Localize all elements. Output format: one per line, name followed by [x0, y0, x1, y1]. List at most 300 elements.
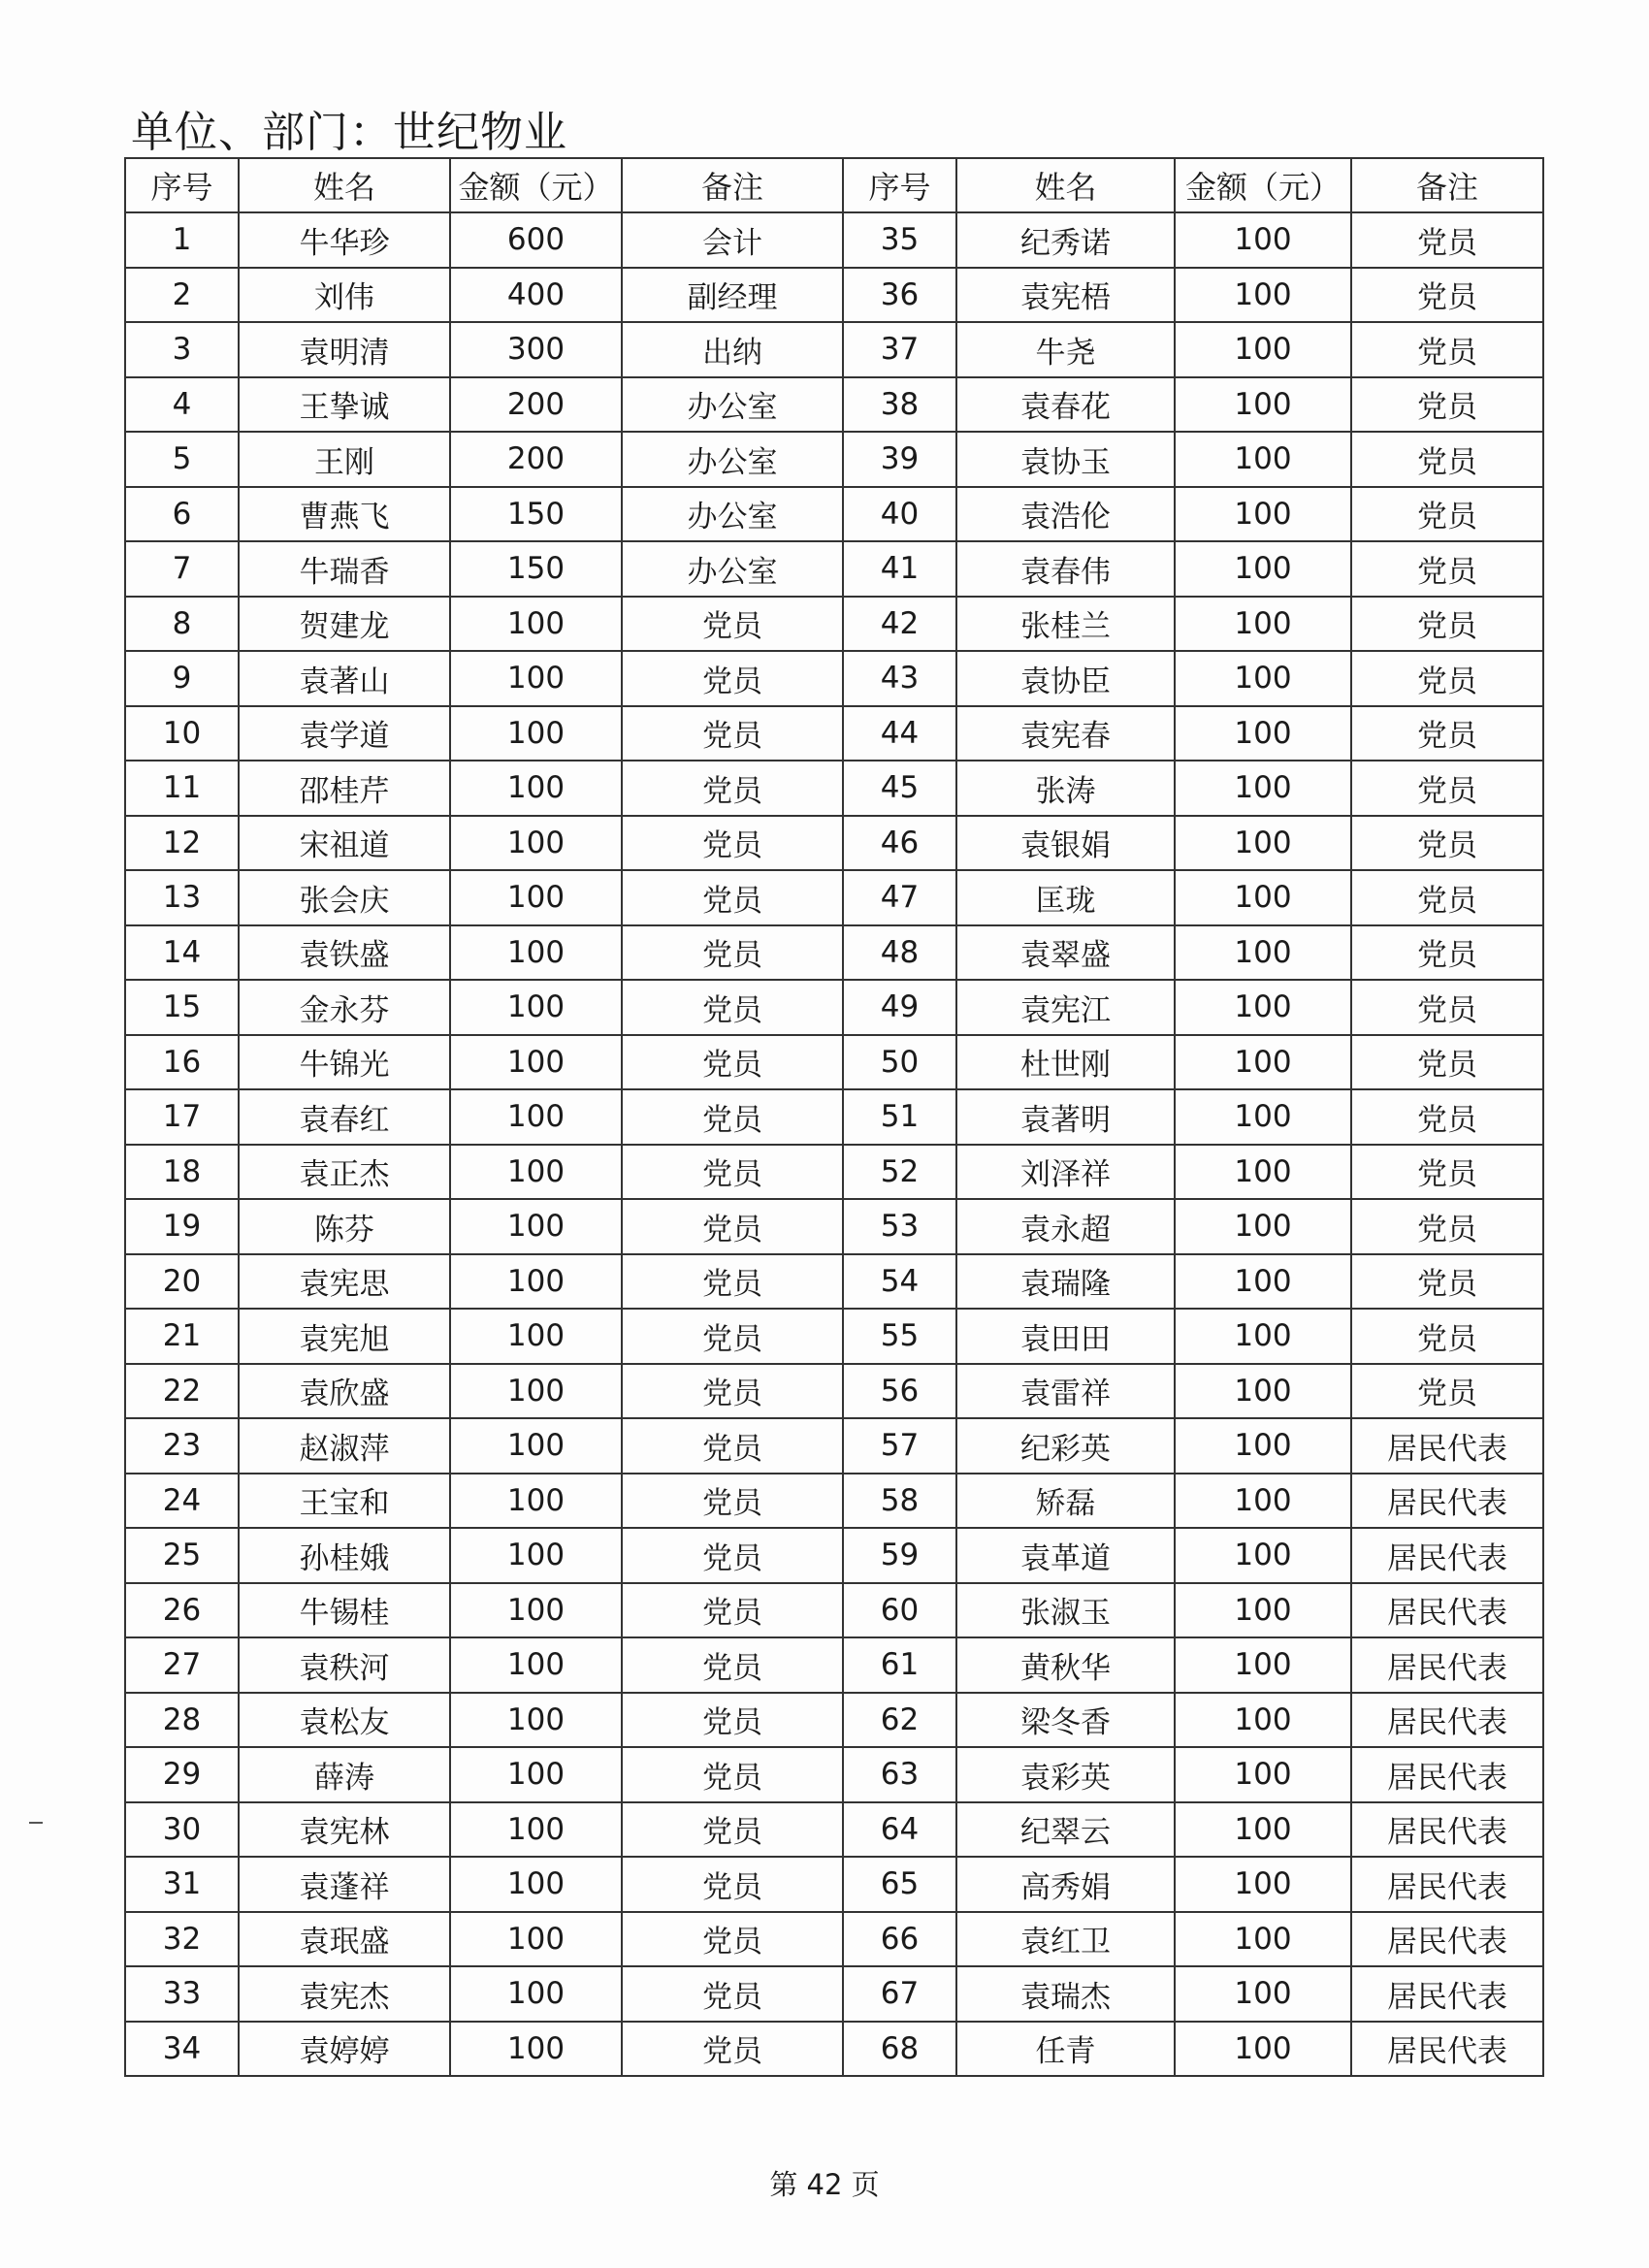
- remark-cell: 党员: [1351, 1309, 1543, 1364]
- amount-cell: 100: [1175, 651, 1351, 706]
- remark-cell: 党员: [1351, 1199, 1543, 1254]
- amount-cell: 100: [450, 597, 622, 652]
- remark-cell: 居民代表: [1351, 1528, 1543, 1583]
- remark-cell: 党员: [622, 1637, 843, 1693]
- name-cell: 袁秩河: [239, 1637, 450, 1693]
- seq-cell: 27: [125, 1637, 239, 1693]
- seq-cell: 32: [125, 1912, 239, 1967]
- remark-cell: 居民代表: [1351, 1583, 1543, 1638]
- remark-cell: 党员: [622, 597, 843, 652]
- name-cell: 袁著明: [956, 1089, 1175, 1145]
- amount-cell: 200: [450, 377, 622, 433]
- remark-cell: 办公室: [622, 432, 843, 487]
- name-cell: 袁瑞隆: [956, 1254, 1175, 1310]
- seq-cell: 68: [843, 2022, 956, 2077]
- seq-cell: 3: [125, 322, 239, 377]
- seq-cell: 6: [125, 487, 239, 542]
- name-cell: 刘泽祥: [956, 1145, 1175, 1200]
- amount-cell: 100: [1175, 1089, 1351, 1145]
- seq-cell: 7: [125, 541, 239, 597]
- donation-table: [124, 157, 1544, 2077]
- table-row: [125, 212, 1543, 268]
- name-cell: 袁银娟: [956, 816, 1175, 871]
- remark-cell: 党员: [1351, 541, 1543, 597]
- name-cell: 袁明清: [239, 322, 450, 377]
- amount-cell: 100: [450, 651, 622, 706]
- seq-cell: 66: [843, 1912, 956, 1967]
- seq-cell: 24: [125, 1474, 239, 1529]
- name-cell: 王宝和: [239, 1474, 450, 1529]
- amount-cell: 100: [1175, 487, 1351, 542]
- remark-cell: 党员: [1351, 268, 1543, 323]
- amount-cell: 100: [450, 1802, 622, 1858]
- remark-cell: 党员: [622, 816, 843, 871]
- amount-cell: 100: [1175, 1966, 1351, 2022]
- name-cell: 黄秋华: [956, 1637, 1175, 1693]
- name-header: 姓名: [956, 158, 1175, 212]
- seq-cell: 35: [843, 212, 956, 268]
- name-cell: 袁彩英: [956, 1747, 1175, 1802]
- remark-cell: 党员: [622, 870, 843, 925]
- amount-cell: 100: [450, 1637, 622, 1693]
- name-cell: 袁宪杰: [239, 1966, 450, 2022]
- seq-cell: 16: [125, 1035, 239, 1090]
- name-cell: 袁珉盛: [239, 1912, 450, 1967]
- table-row: [125, 1912, 1543, 1967]
- seq-cell: 59: [843, 1528, 956, 1583]
- seq-cell: 10: [125, 706, 239, 761]
- amount-cell: 100: [1175, 1747, 1351, 1802]
- amount-cell: 100: [450, 706, 622, 761]
- remark-cell: 党员: [1351, 870, 1543, 925]
- name-cell: 梁冬香: [956, 1693, 1175, 1748]
- table-row: [125, 322, 1543, 377]
- name-cell: 袁春红: [239, 1089, 450, 1145]
- name-cell: 张涛: [956, 761, 1175, 816]
- table-row: [125, 651, 1543, 706]
- amount-cell: 100: [450, 1528, 622, 1583]
- amount-header: 金额（元）: [450, 158, 622, 212]
- amount-cell: 100: [450, 1199, 622, 1254]
- name-cell: 袁革道: [956, 1528, 1175, 1583]
- seq-cell: 9: [125, 651, 239, 706]
- seq-cell: 18: [125, 1145, 239, 1200]
- remark-cell: 党员: [1351, 432, 1543, 487]
- seq-cell: 57: [843, 1418, 956, 1474]
- amount-cell: 300: [450, 322, 622, 377]
- seq-cell: 51: [843, 1089, 956, 1145]
- amount-cell: 100: [1175, 980, 1351, 1035]
- name-cell: 袁宪江: [956, 980, 1175, 1035]
- seq-cell: 48: [843, 925, 956, 981]
- amount-cell: 100: [450, 980, 622, 1035]
- amount-cell: 100: [450, 2022, 622, 2077]
- name-cell: 袁雷祥: [956, 1364, 1175, 1419]
- table-row: [125, 1364, 1543, 1419]
- remark-cell: 居民代表: [1351, 1747, 1543, 1802]
- name-cell: 张淑玉: [956, 1583, 1175, 1638]
- seq-header: 序号: [843, 158, 956, 212]
- amount-cell: 100: [1175, 816, 1351, 871]
- table-row: [125, 1309, 1543, 1364]
- seq-cell: 21: [125, 1309, 239, 1364]
- amount-cell: 600: [450, 212, 622, 268]
- name-cell: 孙桂娥: [239, 1528, 450, 1583]
- amount-cell: 100: [450, 1254, 622, 1310]
- table-row: [125, 377, 1543, 433]
- seq-cell: 60: [843, 1583, 956, 1638]
- amount-cell: 100: [1175, 925, 1351, 981]
- name-cell: 袁春花: [956, 377, 1175, 433]
- table-body: [125, 212, 1543, 2076]
- seq-cell: 55: [843, 1309, 956, 1364]
- seq-cell: 43: [843, 651, 956, 706]
- amount-cell: 100: [1175, 1583, 1351, 1638]
- amount-cell: 100: [450, 1966, 622, 2022]
- remark-cell: 党员: [622, 1364, 843, 1419]
- remark-cell: 党员: [622, 980, 843, 1035]
- amount-cell: 100: [1175, 212, 1351, 268]
- remark-cell: 党员: [622, 1583, 843, 1638]
- name-cell: 王刚: [239, 432, 450, 487]
- table-row: [125, 1035, 1543, 1090]
- remark-cell: 党员: [1351, 1364, 1543, 1419]
- amount-cell: 100: [1175, 1912, 1351, 1967]
- amount-cell: 100: [450, 925, 622, 981]
- table-row: [125, 268, 1543, 323]
- remark-cell: 党员: [1351, 925, 1543, 981]
- seq-cell: 5: [125, 432, 239, 487]
- remark-header: 备注: [622, 158, 843, 212]
- amount-cell: 400: [450, 268, 622, 323]
- name-cell: 袁蓬祥: [239, 1857, 450, 1912]
- seq-cell: 37: [843, 322, 956, 377]
- remark-cell: 党员: [1351, 1254, 1543, 1310]
- seq-cell: 56: [843, 1364, 956, 1419]
- amount-cell: 100: [1175, 1474, 1351, 1529]
- amount-cell: 100: [1175, 1364, 1351, 1419]
- name-cell: 袁永超: [956, 1199, 1175, 1254]
- name-cell: 袁田田: [956, 1309, 1175, 1364]
- remark-cell: 党员: [622, 1857, 843, 1912]
- name-cell: 匡珑: [956, 870, 1175, 925]
- seq-cell: 20: [125, 1254, 239, 1310]
- amount-cell: 100: [1175, 597, 1351, 652]
- name-cell: 刘伟: [239, 268, 450, 323]
- amount-cell: 100: [450, 1035, 622, 1090]
- seq-cell: 45: [843, 761, 956, 816]
- name-cell: 高秀娟: [956, 1857, 1175, 1912]
- amount-cell: 100: [1175, 761, 1351, 816]
- amount-cell: 100: [1175, 268, 1351, 323]
- amount-cell: 100: [450, 761, 622, 816]
- amount-cell: 200: [450, 432, 622, 487]
- table-row: [125, 1747, 1543, 1802]
- remark-cell: 党员: [622, 1966, 843, 2022]
- seq-cell: 36: [843, 268, 956, 323]
- amount-cell: 150: [450, 541, 622, 597]
- amount-cell: 100: [1175, 1035, 1351, 1090]
- seq-cell: 44: [843, 706, 956, 761]
- name-cell: 袁松友: [239, 1693, 450, 1748]
- amount-cell: 100: [1175, 322, 1351, 377]
- name-cell: 袁宪林: [239, 1802, 450, 1858]
- name-cell: 袁欣盛: [239, 1364, 450, 1419]
- remark-cell: 党员: [622, 1802, 843, 1858]
- remark-cell: 党员: [1351, 706, 1543, 761]
- remark-cell: 党员: [1351, 816, 1543, 871]
- name-cell: 陈芬: [239, 1199, 450, 1254]
- name-cell: 宋祖道: [239, 816, 450, 871]
- remark-cell: 党员: [1351, 761, 1543, 816]
- remark-cell: 党员: [622, 761, 843, 816]
- remark-cell: 副经理: [622, 268, 843, 323]
- amount-cell: 100: [450, 816, 622, 871]
- name-cell: 纪秀诺: [956, 212, 1175, 268]
- amount-cell: 100: [1175, 2022, 1351, 2077]
- seq-cell: 34: [125, 2022, 239, 2077]
- remark-cell: 党员: [622, 1474, 843, 1529]
- seq-cell: 41: [843, 541, 956, 597]
- seq-cell: 29: [125, 1747, 239, 1802]
- amount-cell: 100: [1175, 377, 1351, 433]
- name-cell: 张桂兰: [956, 597, 1175, 652]
- seq-cell: 15: [125, 980, 239, 1035]
- amount-cell: 100: [450, 1583, 622, 1638]
- seq-cell: 26: [125, 1583, 239, 1638]
- table-row: [125, 816, 1543, 871]
- amount-cell: 100: [450, 1309, 622, 1364]
- remark-cell: 党员: [622, 925, 843, 981]
- name-cell: 袁瑞杰: [956, 1966, 1175, 2022]
- table-row: [125, 487, 1543, 542]
- seq-cell: 49: [843, 980, 956, 1035]
- amount-cell: 100: [1175, 1309, 1351, 1364]
- remark-cell: 党员: [1351, 1145, 1543, 1200]
- name-cell: 袁学道: [239, 706, 450, 761]
- seq-cell: 40: [843, 487, 956, 542]
- seq-cell: 53: [843, 1199, 956, 1254]
- amount-cell: 100: [450, 1693, 622, 1748]
- name-header: 姓名: [239, 158, 450, 212]
- table-row: [125, 597, 1543, 652]
- amount-cell: 100: [450, 1145, 622, 1200]
- remark-cell: 党员: [1351, 212, 1543, 268]
- seq-cell: 30: [125, 1802, 239, 1858]
- name-cell: 袁正杰: [239, 1145, 450, 1200]
- remark-cell: 党员: [1351, 597, 1543, 652]
- amount-cell: 100: [1175, 1528, 1351, 1583]
- table-row: [125, 1583, 1543, 1638]
- seq-cell: 65: [843, 1857, 956, 1912]
- seq-cell: 42: [843, 597, 956, 652]
- name-cell: 袁协臣: [956, 651, 1175, 706]
- amount-cell: 100: [450, 1474, 622, 1529]
- page-number: 第 42 页: [769, 2168, 880, 2201]
- remark-cell: 党员: [622, 1747, 843, 1802]
- seq-cell: 54: [843, 1254, 956, 1310]
- remark-cell: 党员: [1351, 377, 1543, 433]
- amount-cell: 150: [450, 487, 622, 542]
- remark-cell: 党员: [622, 1199, 843, 1254]
- seq-cell: 64: [843, 1802, 956, 1858]
- name-cell: 袁宪旭: [239, 1309, 450, 1364]
- name-cell: 薛涛: [239, 1747, 450, 1802]
- name-cell: 袁婷婷: [239, 2022, 450, 2077]
- table-row: [125, 1966, 1543, 2022]
- seq-cell: 12: [125, 816, 239, 871]
- seq-cell: 11: [125, 761, 239, 816]
- name-cell: 任青: [956, 2022, 1175, 2077]
- amount-cell: 100: [1175, 706, 1351, 761]
- seq-header: 序号: [125, 158, 239, 212]
- remark-cell: 党员: [622, 651, 843, 706]
- name-cell: 牛瑞香: [239, 541, 450, 597]
- remark-cell: 党员: [622, 1145, 843, 1200]
- seq-cell: 19: [125, 1199, 239, 1254]
- amount-cell: 100: [450, 1912, 622, 1967]
- remark-cell: 居民代表: [1351, 1418, 1543, 1474]
- seq-cell: 62: [843, 1693, 956, 1748]
- remark-cell: 党员: [622, 1309, 843, 1364]
- seq-cell: 4: [125, 377, 239, 433]
- seq-cell: 39: [843, 432, 956, 487]
- name-cell: 曹燕飞: [239, 487, 450, 542]
- seq-cell: 61: [843, 1637, 956, 1693]
- amount-cell: 100: [1175, 870, 1351, 925]
- seq-cell: 17: [125, 1089, 239, 1145]
- name-cell: 袁宪梧: [956, 268, 1175, 323]
- table-row: [125, 1528, 1543, 1583]
- amount-cell: 100: [1175, 1145, 1351, 1200]
- table-row: [125, 1474, 1543, 1529]
- remark-cell: 居民代表: [1351, 1474, 1543, 1529]
- seq-cell: 47: [843, 870, 956, 925]
- table-row: [125, 432, 1543, 487]
- scan-mark: [29, 1822, 43, 1824]
- table-header-row: [125, 158, 1543, 212]
- name-cell: 张会庆: [239, 870, 450, 925]
- remark-cell: 党员: [1351, 1089, 1543, 1145]
- amount-cell: 100: [1175, 432, 1351, 487]
- remark-cell: 居民代表: [1351, 1802, 1543, 1858]
- seq-cell: 8: [125, 597, 239, 652]
- remark-cell: 党员: [622, 1089, 843, 1145]
- seq-cell: 1: [125, 212, 239, 268]
- seq-cell: 33: [125, 1966, 239, 2022]
- table-row: [125, 541, 1543, 597]
- amount-cell: 100: [1175, 1802, 1351, 1858]
- table-row: [125, 1418, 1543, 1474]
- seq-cell: 2: [125, 268, 239, 323]
- amount-cell: 100: [1175, 1637, 1351, 1693]
- name-cell: 袁红卫: [956, 1912, 1175, 1967]
- remark-cell: 会计: [622, 212, 843, 268]
- name-cell: 杜世刚: [956, 1035, 1175, 1090]
- table-row: [125, 1089, 1543, 1145]
- table-row: [125, 870, 1543, 925]
- name-cell: 纪彩英: [956, 1418, 1175, 1474]
- name-cell: 赵淑萍: [239, 1418, 450, 1474]
- seq-cell: 22: [125, 1364, 239, 1419]
- remark-cell: 党员: [622, 1912, 843, 1967]
- remark-cell: 居民代表: [1351, 1693, 1543, 1748]
- name-cell: 袁铁盛: [239, 925, 450, 981]
- amount-cell: 100: [1175, 541, 1351, 597]
- seq-cell: 46: [843, 816, 956, 871]
- amount-cell: 100: [450, 1089, 622, 1145]
- amount-cell: 100: [1175, 1693, 1351, 1748]
- name-cell: 矫磊: [956, 1474, 1175, 1529]
- table-row: [125, 2022, 1543, 2077]
- remark-cell: 居民代表: [1351, 1857, 1543, 1912]
- seq-cell: 31: [125, 1857, 239, 1912]
- remark-cell: 办公室: [622, 541, 843, 597]
- seq-cell: 28: [125, 1693, 239, 1748]
- remark-header: 备注: [1351, 158, 1543, 212]
- name-cell: 纪翠云: [956, 1802, 1175, 1858]
- amount-cell: 100: [1175, 1418, 1351, 1474]
- table-row: [125, 1802, 1543, 1858]
- remark-cell: 党员: [622, 2022, 843, 2077]
- table-row: [125, 980, 1543, 1035]
- seq-cell: 25: [125, 1528, 239, 1583]
- name-cell: 袁宪春: [956, 706, 1175, 761]
- remark-cell: 党员: [1351, 322, 1543, 377]
- name-cell: 王挚诚: [239, 377, 450, 433]
- remark-cell: 党员: [1351, 1035, 1543, 1090]
- name-cell: 牛锦光: [239, 1035, 450, 1090]
- remark-cell: 出纳: [622, 322, 843, 377]
- name-cell: 袁翠盛: [956, 925, 1175, 981]
- table-row: [125, 761, 1543, 816]
- remark-cell: 办公室: [622, 487, 843, 542]
- table-row: [125, 1145, 1543, 1200]
- remark-cell: 居民代表: [1351, 1637, 1543, 1693]
- name-cell: 牛锡桂: [239, 1583, 450, 1638]
- amount-cell: 100: [1175, 1254, 1351, 1310]
- name-cell: 袁浩伦: [956, 487, 1175, 542]
- seq-cell: 14: [125, 925, 239, 981]
- amount-cell: 100: [1175, 1199, 1351, 1254]
- amount-cell: 100: [450, 1747, 622, 1802]
- remark-cell: 党员: [622, 706, 843, 761]
- amount-cell: 100: [450, 1418, 622, 1474]
- name-cell: 牛尧: [956, 322, 1175, 377]
- name-cell: 邵桂芹: [239, 761, 450, 816]
- amount-header: 金额（元）: [1175, 158, 1351, 212]
- table-row: [125, 1693, 1543, 1748]
- table-row: [125, 1254, 1543, 1310]
- seq-cell: 38: [843, 377, 956, 433]
- name-cell: 金永芬: [239, 980, 450, 1035]
- remark-cell: 居民代表: [1351, 1912, 1543, 1967]
- remark-cell: 党员: [622, 1035, 843, 1090]
- table-row: [125, 1199, 1543, 1254]
- table-row: [125, 1637, 1543, 1693]
- seq-cell: 23: [125, 1418, 239, 1474]
- page-title: 单位、部门：世纪物业: [131, 108, 567, 157]
- seq-cell: 50: [843, 1035, 956, 1090]
- remark-cell: 办公室: [622, 377, 843, 433]
- amount-cell: 100: [450, 1364, 622, 1419]
- name-cell: 贺建龙: [239, 597, 450, 652]
- remark-cell: 党员: [622, 1254, 843, 1310]
- name-cell: 袁协玉: [956, 432, 1175, 487]
- remark-cell: 党员: [622, 1693, 843, 1748]
- amount-cell: 100: [1175, 1857, 1351, 1912]
- seq-cell: 63: [843, 1747, 956, 1802]
